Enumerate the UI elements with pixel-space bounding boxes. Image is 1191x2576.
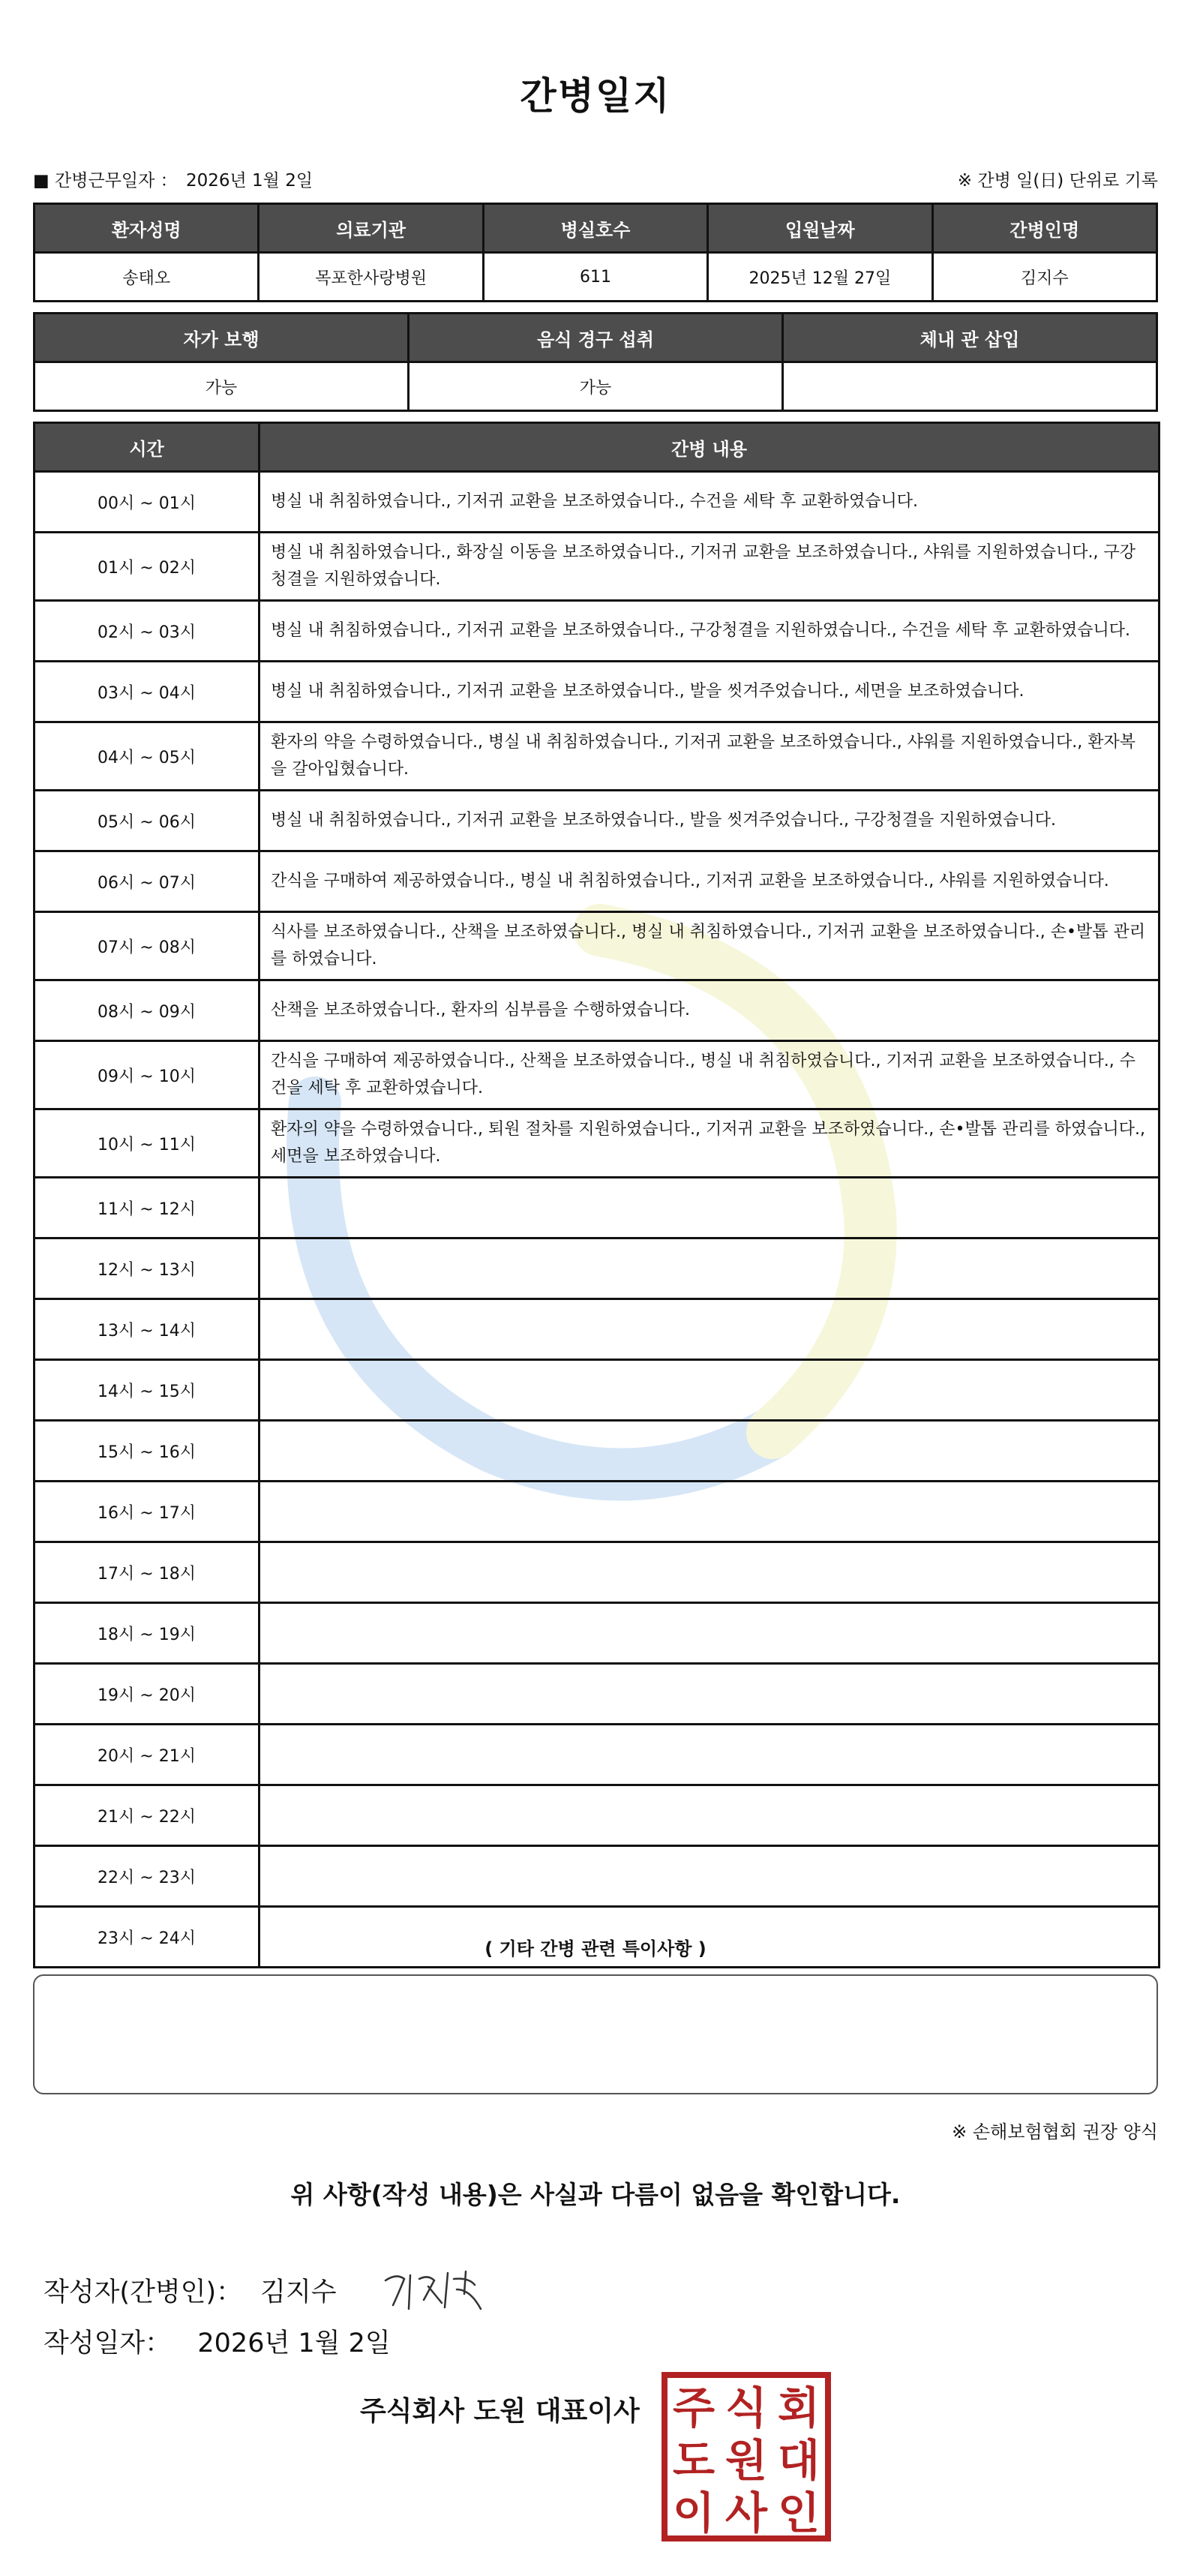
svg-text:회: 회 (777, 2382, 820, 2433)
company-name: 주식회사 도원 대표이사 (360, 2396, 640, 2427)
svg-text:도: 도 (672, 2435, 716, 2486)
table-row (34, 980, 1160, 1041)
time-slot: 18시 ~ 19시 (34, 1603, 260, 1664)
care-content (260, 1178, 1160, 1238)
table-row (34, 851, 1160, 912)
table-row (34, 1299, 1160, 1360)
writer-label: 작성자(간병인)： (44, 2277, 243, 2307)
table-row (34, 912, 1160, 980)
work-date-value: 2026년 1월 2일 (185, 170, 314, 191)
table-row (34, 1041, 1160, 1109)
header-tube: 체내 관 삽입 (783, 314, 1157, 362)
hospital: 목포한사랑병원 (259, 253, 483, 302)
patient-name: 송태오 (34, 253, 259, 302)
time-slot: 01시 ~ 02시 (34, 533, 260, 601)
care-content (260, 1238, 1160, 1299)
standard-form-note: ※ 손해보험협회 권장 양식 (952, 2121, 1158, 2142)
handwritten-signature (382, 2264, 487, 2316)
notes-box (33, 1974, 1158, 2094)
care-content: 식사를 보조하였습니다., 산책을 보조하였습니다., 병실 내 취침하였습니다., 기저귀 교환을 보조하였습니다., 손•발톱 관리를 하였습니다. (260, 912, 1160, 980)
document-title: 간병일지 (520, 74, 671, 118)
care-content (260, 1542, 1160, 1603)
admission-date: 2025년 12월 27일 (708, 253, 932, 302)
header-hospital: 의료기관 (259, 204, 483, 253)
time-slot: 16시 ~ 17시 (34, 1482, 260, 1542)
table-row (34, 1482, 1160, 1542)
time-slot: 20시 ~ 21시 (34, 1725, 260, 1785)
time-slot: 10시 ~ 11시 (34, 1109, 260, 1178)
writer-name: 김지수 (260, 2277, 337, 2307)
time-slot: 07시 ~ 08시 (34, 912, 260, 980)
notes-title: ( 기타 간병 관련 특이사항 ) (484, 1938, 706, 1959)
svg-text:식: 식 (724, 2382, 768, 2433)
time-slot: 12시 ~ 13시 (34, 1238, 260, 1299)
svg-text:주: 주 (672, 2382, 716, 2433)
table-row (34, 791, 1160, 851)
care-content: 환자의 약을 수령하였습니다., 퇴원 절차를 지원하였습니다., 기저귀 교환을 보조하였습니다., 손•발톱 관리를 하였습니다., 세면을 보조하였습니다. (260, 1109, 1160, 1178)
time-slot: 19시 ~ 20시 (34, 1664, 260, 1725)
care-content: 병실 내 취침하였습니다., 기저귀 교환을 보조하였습니다., 발을 씻겨주었습니다., 구강청결을 지원하였습니다. (260, 791, 1160, 851)
written-date-label: 작성일자： (44, 2328, 172, 2358)
walking-status: 가능 (34, 362, 409, 411)
header-admission-date: 입원날짜 (708, 204, 932, 253)
writer-line (44, 2264, 487, 2316)
table-row (34, 1725, 1160, 1785)
work-date-label: ■ 간병근무일자 ： (33, 170, 178, 191)
header-meta (33, 164, 1158, 194)
care-log-rows (34, 472, 1160, 1968)
care-log-table (33, 422, 1160, 1968)
table-row (34, 1421, 1160, 1482)
care-content (260, 1360, 1160, 1421)
table-row (34, 1664, 1160, 1725)
care-content (260, 1725, 1160, 1785)
care-content: 간식을 구매하여 제공하였습니다., 산책을 보조하였습니다., 병실 내 취침하였습니다., 기저귀 교환을 보조하였습니다., 수건을 세탁 후 교환하였습니다. (260, 1041, 1160, 1109)
time-slot: 22시 ~ 23시 (34, 1846, 260, 1907)
table-row (34, 601, 1160, 662)
time-slot: 13시 ~ 14시 (34, 1299, 260, 1360)
written-date-value: 2026년 1월 2일 (197, 2328, 391, 2358)
unit-note: ※ 간병 일(日) 단위로 기록 (957, 170, 1158, 191)
table-row (34, 1360, 1160, 1421)
care-content (260, 1664, 1160, 1725)
written-date-line (44, 2322, 391, 2360)
svg-text:인: 인 (777, 2487, 820, 2538)
table-row (34, 1109, 1160, 1178)
time-slot: 23시 ~ 24시 (34, 1907, 260, 1968)
care-content (260, 1785, 1160, 1846)
table-row (34, 662, 1160, 722)
table-row (34, 472, 1160, 533)
time-slot: 04시 ~ 05시 (34, 722, 260, 791)
header-room: 병실호수 (483, 204, 707, 253)
table-row (34, 1178, 1160, 1238)
care-content: 산책을 보조하였습니다., 환자의 심부름을 수행하였습니다. (260, 980, 1160, 1041)
header-patient-name: 환자성명 (34, 204, 259, 253)
oral-intake-status: 가능 (409, 362, 783, 411)
care-content (260, 1846, 1160, 1907)
time-slot: 03시 ~ 04시 (34, 662, 260, 722)
table-row (34, 533, 1160, 601)
table-row (34, 722, 1160, 791)
svg-text:사: 사 (724, 2487, 768, 2538)
tube-status (783, 362, 1157, 411)
time-slot: 09시 ~ 10시 (34, 1041, 260, 1109)
header-walking: 자가 보행 (34, 314, 409, 362)
header-care-content: 간병 내용 (260, 423, 1160, 472)
care-content (260, 1482, 1160, 1542)
care-content (260, 1603, 1160, 1664)
company-seal-icon (660, 2370, 832, 2543)
time-slot: 00시 ~ 01시 (34, 472, 260, 533)
header-time: 시간 (34, 423, 260, 472)
care-content: 병실 내 취침하였습니다., 기저귀 교환을 보조하였습니다., 수건을 세탁 후 교환하였습니다. (260, 472, 1160, 533)
room-number: 611 (483, 253, 707, 302)
table-row (34, 1238, 1160, 1299)
time-slot: 21시 ~ 22시 (34, 1785, 260, 1846)
header-caregiver: 간병인명 (932, 204, 1156, 253)
time-slot: 15시 ~ 16시 (34, 1421, 260, 1482)
care-content (260, 1421, 1160, 1482)
table-row (34, 1846, 1160, 1907)
svg-text:대: 대 (777, 2435, 820, 2486)
svg-text:원: 원 (724, 2435, 768, 2486)
work-date (33, 167, 316, 191)
care-content: 병실 내 취침하였습니다., 기저귀 교환을 보조하였습니다., 구강청결을 지원하였습니다., 수건을 세탁 후 교환하였습니다. (260, 601, 1160, 662)
time-slot: 08시 ~ 09시 (34, 980, 260, 1041)
caregiver-name: 김지수 (932, 253, 1156, 302)
svg-text:이: 이 (672, 2487, 716, 2538)
time-slot: 06시 ~ 07시 (34, 851, 260, 912)
time-slot: 17시 ~ 18시 (34, 1542, 260, 1603)
care-content (260, 1299, 1160, 1360)
care-content: 병실 내 취침하였습니다., 기저귀 교환을 보조하였습니다., 발을 씻겨주었습니다., 세면을 보조하였습니다. (260, 662, 1160, 722)
time-slot: 11시 ~ 12시 (34, 1178, 260, 1238)
patient-info-table (33, 203, 1158, 302)
table-row (34, 1603, 1160, 1664)
time-slot: 02시 ~ 03시 (34, 601, 260, 662)
table-row (34, 1542, 1160, 1603)
header-oral-intake: 음식 경구 섭취 (409, 314, 783, 362)
time-slot: 05시 ~ 06시 (34, 791, 260, 851)
care-content: 간식을 구매하여 제공하였습니다., 병실 내 취침하였습니다., 기저귀 교환을 보조하였습니다., 샤워를 지원하였습니다. (260, 851, 1160, 912)
time-slot: 14시 ~ 15시 (34, 1360, 260, 1421)
care-content: 병실 내 취침하였습니다., 화장실 이동을 보조하였습니다., 기저귀 교환을 보조하였습니다., 샤워를 지원하였습니다., 구강청결을 지원하였습니다. (260, 533, 1160, 601)
patient-status-table (33, 312, 1158, 412)
care-content: 환자의 약을 수령하였습니다., 병실 내 취침하였습니다., 기저귀 교환을 보조하였습니다., 샤워를 지원하였습니다., 환자복을 갈아입혔습니다. (260, 722, 1160, 791)
table-row (34, 1785, 1160, 1846)
confirmation-statement: 위 사항(작성 내용)은 사실과 다름이 없음을 확인합니다. (290, 2180, 901, 2209)
